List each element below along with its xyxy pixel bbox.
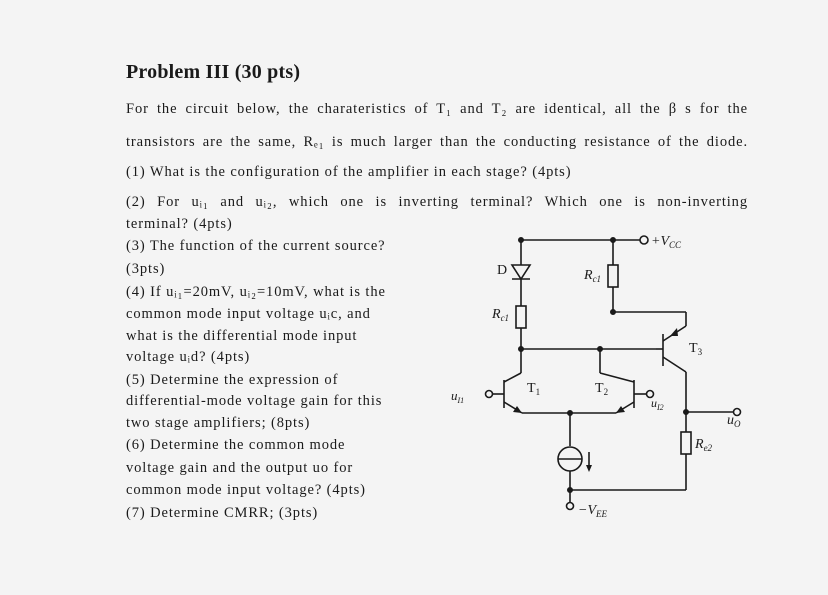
rc1-left-label: $R_{c1}$	[492, 307, 510, 323]
question-4-line-4: voltage uᵢd? (4pts)	[126, 349, 251, 365]
question-6-line-2: voltage gain and the output uo for	[126, 460, 354, 476]
question-4-line-2: common mode input voltage uᵢc, and	[126, 306, 371, 322]
question-5-line-2: differential-mode voltage gain for this	[126, 393, 383, 409]
intro-line-2: transistors are the same, Rₑ₁ is much larger than the conducting resistance of the diode.	[126, 134, 748, 150]
question-2-line-2: terminal? (4pts)	[126, 216, 233, 232]
rc1-right-label: $R_{c1}$	[584, 268, 602, 284]
vcc-label: $+V_{CC}$	[651, 234, 682, 250]
diode	[512, 240, 530, 306]
question-7: (7) Determine CMRR; (3pts)	[126, 505, 319, 521]
transistor-t3	[656, 326, 686, 412]
question-4-line-1: (4) If uᵢ₁=20mV, uᵢ₂=10mV, what is the	[126, 284, 386, 300]
resistor-rc1-left	[516, 306, 526, 351]
question-6-line-3: common mode input voltage? (4pts)	[126, 482, 366, 498]
ui2-label: $u_{I2}$	[651, 396, 664, 412]
question-5-line-1: (5) Determine the expression of	[126, 372, 339, 388]
question-6-line-1: (6) Determine the common mode	[126, 437, 346, 453]
question-3-line-1: (3) The function of the current source?	[126, 238, 386, 254]
re2-label: $R_{e2}$	[695, 437, 713, 453]
t2-label: $T_2$	[595, 381, 609, 397]
t1-label: $T_1$	[527, 381, 541, 397]
resistor-re2	[570, 412, 691, 490]
question-4-line-3: what is the differential mode input	[126, 328, 358, 344]
resistor-rc1-right	[608, 240, 618, 314]
question-3-line-2: (3pts)	[126, 261, 166, 277]
problem-title: Problem III (30 pts)	[126, 61, 301, 83]
uo-label: $u_O$	[727, 413, 741, 429]
ui1-label: $u_{I1}$	[451, 388, 465, 405]
question-1: (1) What is the configuration of the amplifier in each stage? (4pts)	[126, 164, 572, 180]
t3-label: $T_3$	[689, 341, 703, 357]
diode-label: D	[497, 263, 508, 278]
vee-label: $-V_{EE}$	[578, 503, 607, 519]
intro-line-1: For the circuit below, the charateristics of T₁ and T₂ are identical, all the β s for the	[126, 101, 748, 117]
question-2-line-1: (2) For uᵢ₁ and uᵢ₂, which one is inverting terminal? Which one is non-inverting	[126, 194, 748, 210]
question-5-line-3: two stage amplifiers; (8pts)	[126, 415, 311, 431]
current-source	[558, 411, 592, 510]
vcc-rail	[519, 236, 648, 244]
transistor-t2	[570, 349, 646, 413]
input-terminal-ui1	[486, 391, 493, 398]
